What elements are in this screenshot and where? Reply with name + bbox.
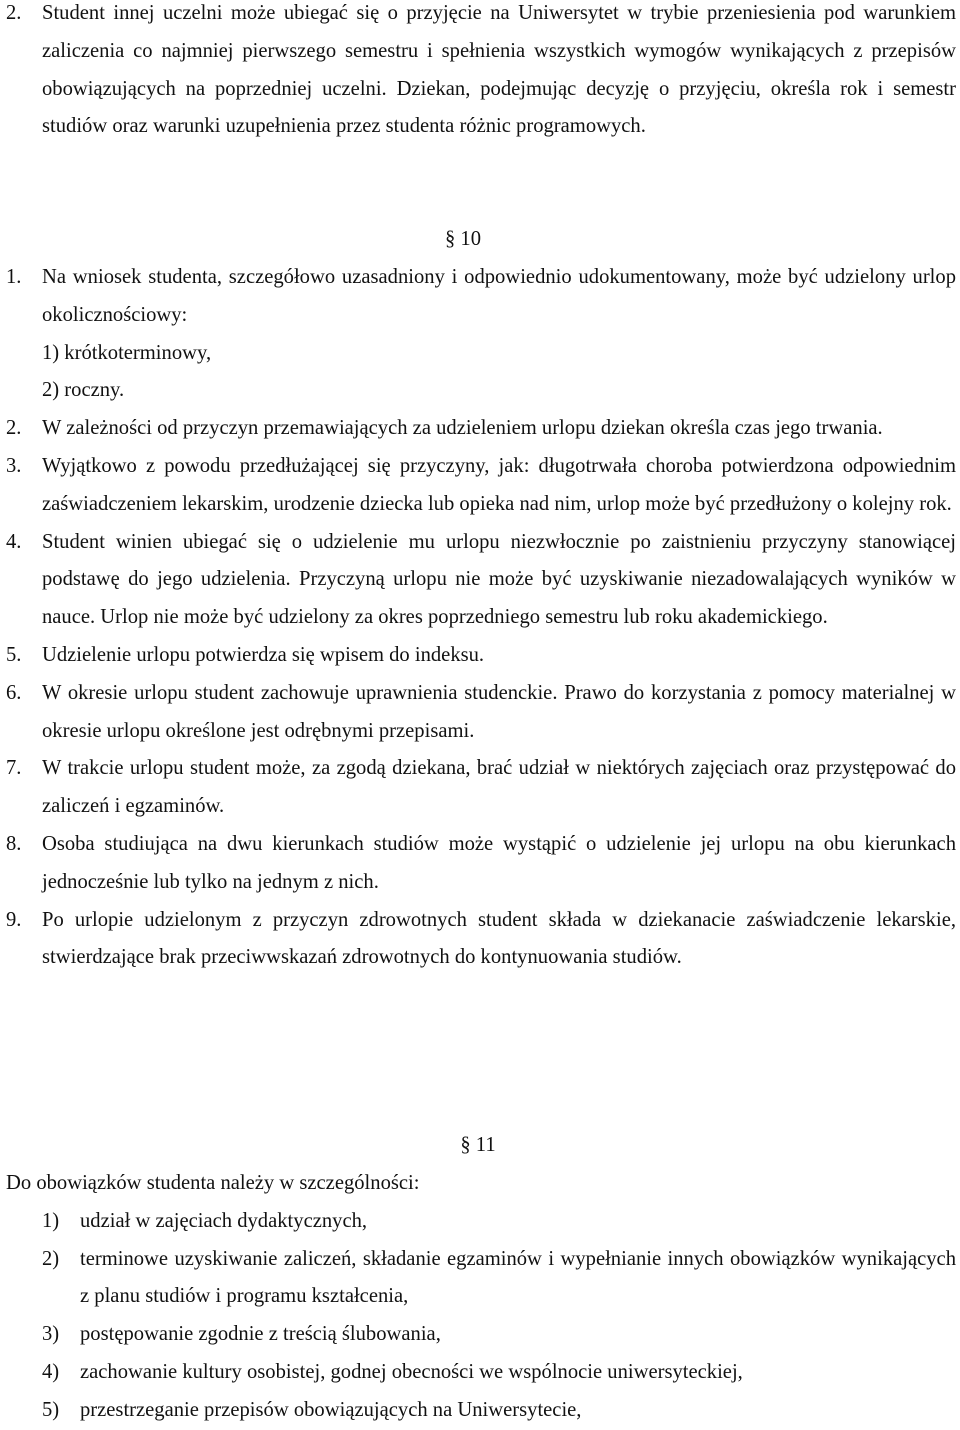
item-text: Po urlopie udzielonym z przyczyn zdrowotnych student składa w dziekanacie zaświadczenie lekarskie, stwierdzające brak przeciwwskazań zdrowotnych do kontynuowania studiów.: [42, 908, 956, 969]
section-10-body: [0, 259, 960, 977]
list-item: [0, 1316, 960, 1354]
item-text: Osoba studiująca na dwu kierunkach studiów może wystąpić o udzielenie jej urlopu na obu kierunkach jednocześnie lub tylko na jednym z nich.: [42, 832, 956, 893]
item-number: 1.: [6, 266, 22, 288]
item-text: udział w zajęciach dydaktycznych,: [80, 1209, 368, 1232]
item-text: W okresie urlopu student zachowuje uprawnienia studenckie. Prawo do korzystania z pomocy materialnej w okresie urlopu określone jest odrębnymi przepisami.: [42, 681, 956, 742]
item-text: W trakcie urlopu student może, za zgodą dziekana, brać udział w niektórych zajęciach oraz przystępować do zaliczeń i egzaminów.: [42, 757, 956, 818]
item-number: 5.: [6, 643, 22, 666]
item-text: Udzielenie urlopu potwierdza się wpisem do indeksu.: [42, 643, 485, 666]
item-text: zachowanie kultury osobistej, godnej obecności we wspólnocie uniwersyteckiej,: [80, 1360, 743, 1383]
section-intro: Do obowiązków studenta należy w szczególności:: [6, 1172, 420, 1194]
item-text: Wyjątkowo z powodu przedłużającej się przyczyny, jak: długotrwała choroba potwierdzona odpowiednim zaświadczeniem lekarskim, urodzenie dziecka lub opieka nad nim, urlop może być przedłużony o kolejny rok.: [42, 454, 956, 515]
section-11-body: [0, 1165, 960, 1430]
subitem: 2) roczny.: [42, 379, 125, 402]
paragraph-item: [0, 0, 960, 146]
list-item: [0, 259, 960, 410]
list-item: [0, 1203, 960, 1241]
item-number: 6.: [6, 681, 22, 704]
section-heading: § 10: [444, 228, 482, 250]
item-number: 3.: [6, 454, 22, 477]
list-item: [0, 524, 960, 637]
list-item: [0, 902, 960, 978]
item-number: 2.: [6, 2, 22, 24]
list-item: [0, 750, 960, 826]
list-item: [0, 637, 960, 675]
list-item: [0, 448, 960, 524]
item-text: W zależności od przyczyn przemawiających za udzieleniem urlopu dziekan określa czas jego trwania.: [42, 417, 883, 440]
item-number: 4): [42, 1360, 60, 1383]
list-item: [0, 1241, 960, 1317]
list-item: [0, 826, 960, 902]
item-number: 4.: [6, 530, 22, 553]
list-item: [0, 675, 960, 751]
list-item: [0, 410, 960, 448]
item-number: 1): [42, 1209, 60, 1232]
item-text: Student winien ubiegać się o udzielenie mu urlopu niezwłocznie po zaistnieniu przyczyny stanowiącej podstawę do jego udzielenia. Przyczyną urlopu nie może być uzyskiwanie niezadowalających wyników w nauce. Urlop nie może być udzielony za okres poprzedniego semestru lub roku akademickiego.: [42, 530, 956, 629]
item-text: Na wniosek studenta, szczegółowo uzasadniony i odpowiednio udokumentowany, może być udzielony urlop okolicznościowy:: [42, 266, 956, 326]
section-heading: § 11: [460, 1134, 496, 1156]
item-number: 5): [42, 1398, 60, 1421]
item-text: przestrzeganie przepisów obowiązujących na Uniwersytecie,: [80, 1398, 582, 1421]
list-item: [0, 1354, 960, 1392]
item-number: 2.: [6, 417, 22, 440]
item-text: terminowe uzyskiwanie zaliczeń, składanie egzaminów i wypełnianie innych obowiązków wynikających z planu studiów i programu kształcenia,: [80, 1247, 956, 1308]
item-number: 9.: [6, 908, 22, 931]
item-text: postępowanie zgodnie z treścią ślubowania,: [80, 1323, 441, 1346]
item-number: 2): [42, 1247, 60, 1270]
item-number: 8.: [6, 832, 22, 855]
subitem: 1) krótkoterminowy,: [42, 341, 212, 364]
item-text: Student innej uczelni może ubiegać się o przyjęcie na Uniwersytet w trybie przeniesienia pod warunkiem zaliczenia co najmniej pierwszego semestru i spełnienia wszystkich wymogów wynikających z przepisów obowiązujących na poprzedniej uczelni. Dziekan, podejmując decyzję o przyjęciu, określa rok i semestr studiów oraz warunki uzupełnienia przez studenta różnic programowych.: [42, 2, 956, 138]
item-number: 7.: [6, 757, 22, 780]
item-number: 3): [42, 1323, 60, 1346]
